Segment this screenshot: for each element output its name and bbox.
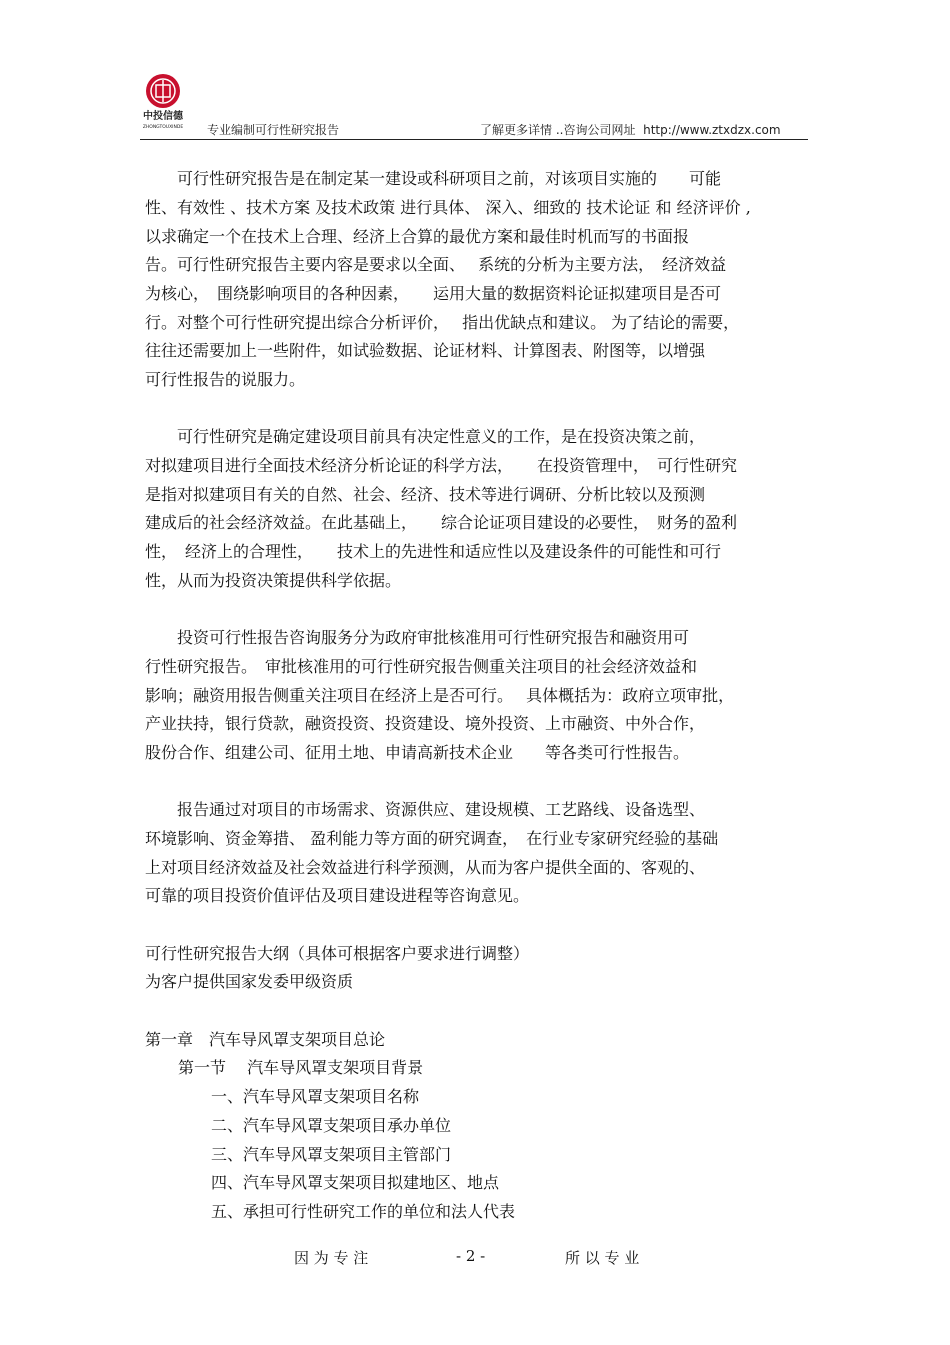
- paragraph-1-line: 为核心， 围绕影响项目的各种因素， 运用大量的数据资料论证拟建项目是否可: [145, 284, 722, 303]
- header-divider: [140, 139, 808, 140]
- paragraph-2-line: 建成后的社会经济效益。在此基础上， 综合论证项目建设的必要性， 财务的盈利: [145, 513, 738, 532]
- paragraph-2-line: 性， 经济上的合理性， 技术上的先进性和适应性以及建设条件的可能性和可行: [145, 542, 722, 561]
- paragraph-2-line: 可行性研究是确定建设项目前具有决定性意义的工作，是在投资决策之前，: [145, 427, 706, 446]
- footer-right-slogan: 所 以 专 业: [565, 1249, 640, 1267]
- footer-left-slogan: 因 为 专 注: [294, 1249, 369, 1267]
- header-url-link[interactable]: http://www.ztxdzx.com: [643, 123, 781, 137]
- paragraph-3-line: 行性研究报告。 审批核准用的可行性研究报告侧重关注项目的社会经济效益和: [145, 657, 698, 676]
- paragraph-1-line: 以求确定一个在技术上合理、经济上合算的最优方案和最佳时机而写的书面报: [145, 227, 690, 246]
- outline-item: 三、汽车导风罩支架项目主管部门: [211, 1145, 452, 1164]
- paragraph-1-line: 往往还需要加上一些附件，如试验数据、论证材料、计算图表、附图等，以增强: [145, 341, 706, 360]
- outline-item: 五、承担可行性研究工作的单位和法人代表: [211, 1202, 516, 1221]
- section-heading: 第一节 汽车导风罩支架项目背景: [178, 1058, 424, 1077]
- paragraph-4-line: 可靠的项目投资价值评估及项目建设进程等咨询意见。: [145, 886, 530, 905]
- outline-item: 二、汽车导风罩支架项目承办单位: [211, 1116, 452, 1135]
- paragraph-2-line: 性，从而为投资决策提供科学依据。: [145, 571, 402, 590]
- paragraph-1-line: 可行性研究报告是在制定某一建设或科研项目之前，对该项目实施的 可能: [145, 169, 722, 188]
- paragraph-2-line: 是指对拟建项目有关的自然、社会、经济、技术等进行调研、分析比较以及预测: [145, 485, 706, 504]
- header-contact: [480, 121, 781, 138]
- header-contact-label: 了解更多详情 ..咨询公司网址: [480, 123, 636, 137]
- chapter-heading: 第一章 汽车导风罩支架项目总论: [145, 1030, 386, 1049]
- paragraph-3-line: 影响；融资用报告侧重关注项目在经济上是否可行。 具体概括为：政府立项审批，: [145, 686, 735, 705]
- company-logo: [140, 72, 186, 132]
- page-number: - 2 -: [456, 1247, 486, 1265]
- paragraph-1-line: 行。对整个可行性研究提出综合分析评价， 指出优缺点和建议。 为了结论的需要，: [145, 313, 740, 332]
- paragraph-4-line: 环境影响、资金筹措、 盈利能力等方面的研究调查， 在行业专家研究经验的基础: [145, 829, 719, 848]
- outline-item: 一、汽车导风罩支架项目名称: [211, 1087, 420, 1106]
- paragraph-1-line: 性、有效性 、技术方案 及技术政策 进行具体、 深入、细致的 技术论证 和 经济评价 ,: [145, 198, 751, 217]
- paragraph-4-line: 报告通过对项目的市场需求、资源供应、建设规模、工艺路线、设备选型、: [145, 800, 706, 819]
- paragraph-3-line: 股份合作、组建公司、征用土地、申请高新技术企业 等各类可行性报告。: [145, 743, 690, 762]
- paragraph-2-line: 对拟建项目进行全面技术经济分析论证的科学方法， 在投资管理中， 可行性研究: [145, 456, 738, 475]
- header-tagline: 专业编制可行性研究报告: [207, 123, 340, 137]
- paragraph-3-line: 产业扶持，银行贷款，融资投资、投资建设、境外投资、上市融资、中外合作，: [145, 714, 706, 733]
- outline-item: 四、汽车导风罩支架项目拟建地区、地点: [211, 1173, 500, 1192]
- logo-subtext: ZHONGTOUXINDE: [142, 125, 184, 130]
- paragraph-1-line: 可行性报告的说服力。: [145, 370, 306, 389]
- paragraph-1-line: 告。可行性研究报告主要内容是要求以全面、 系统的分析为主要方法， 经济效益: [145, 255, 727, 274]
- outline-title: 可行性研究报告大纲（具体可根据客户要求进行调整）: [145, 944, 530, 963]
- outline-subtitle: 为客户提供国家发委甲级资质: [145, 972, 354, 991]
- logo-text: 中投信德: [143, 111, 183, 122]
- paragraph-3-line: 投资可行性报告咨询服务分为政府审批核准用可行性研究报告和融资用可: [145, 628, 690, 647]
- paragraph-4-line: 上对项目经济效益及社会效益进行科学预测，从而为客户提供全面的、客观的、: [145, 858, 706, 877]
